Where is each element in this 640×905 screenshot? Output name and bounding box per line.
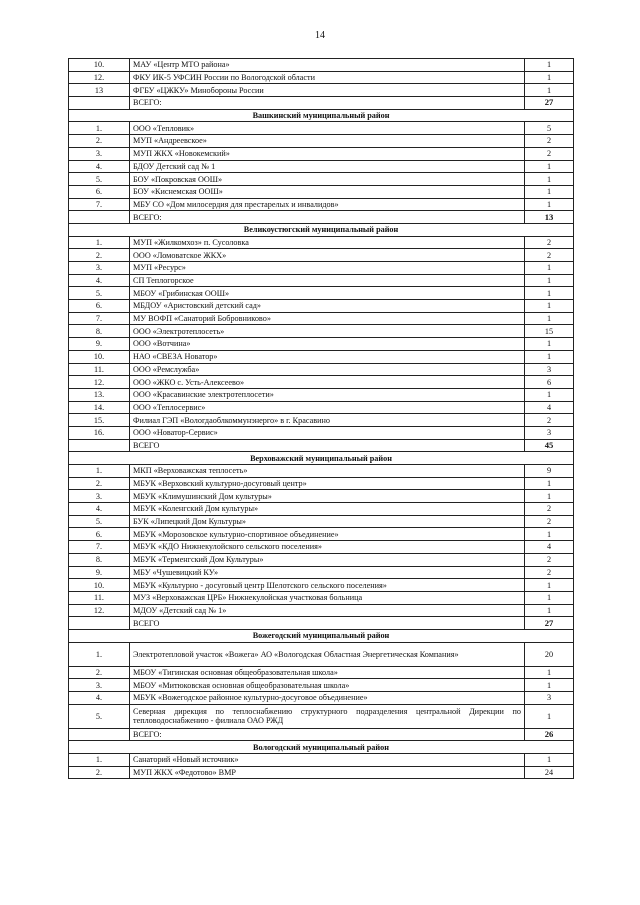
row-number: 6.: [69, 185, 130, 198]
row-number: 3.: [69, 147, 130, 160]
organization-name: МБУК «Верховский культурно-досуговый центр»: [133, 479, 307, 489]
table-row: [69, 553, 574, 566]
count-value: 3: [525, 363, 574, 376]
district-header-row: [69, 109, 574, 122]
table-row: [69, 262, 574, 275]
count-value: 1: [525, 173, 574, 186]
organization-cell: [130, 350, 525, 363]
organization-cell: [130, 591, 525, 604]
row-number: 4.: [69, 503, 130, 516]
table-row: [69, 414, 574, 427]
row-number: 12.: [69, 71, 130, 84]
row-number: 2.: [69, 766, 130, 779]
organization-name: Электротепловой участок «Вожега» АО «Вологодская Областная Энергетическая Компания»: [133, 649, 459, 659]
table-row: [69, 325, 574, 338]
table-row: [69, 704, 574, 728]
row-number: 11.: [69, 363, 130, 376]
count-value: 1: [525, 84, 574, 97]
count-value: 1: [525, 274, 574, 287]
row-number: 3.: [69, 262, 130, 275]
total-empty-cell: [69, 97, 130, 110]
organization-name: Северная дирекция по теплоснабжению структурного подразделения центральной Дирекции по тепловодоснабжению - филиала ОАО РЖД: [133, 707, 521, 726]
table-row: [69, 350, 574, 363]
organization-cell: [130, 173, 525, 186]
row-number: 11.: [69, 591, 130, 604]
organization-cell: [130, 704, 525, 728]
organization-cell: [130, 515, 525, 528]
row-number: 6.: [69, 528, 130, 541]
organization-name: БДОУ Детский сад № 1: [133, 161, 216, 171]
total-label: ВСЕГО: [130, 439, 525, 452]
table-row: [69, 173, 574, 186]
table-row: [69, 147, 574, 160]
count-value: 1: [525, 604, 574, 617]
row-number: 10.: [69, 350, 130, 363]
row-number: 13: [69, 84, 130, 97]
organization-cell: [130, 566, 525, 579]
organization-cell: [130, 604, 525, 617]
table-row: [69, 579, 574, 592]
table-row: [69, 604, 574, 617]
table-row: [69, 84, 574, 97]
count-value: 1: [525, 490, 574, 503]
organization-cell: [130, 579, 525, 592]
table-row: [69, 287, 574, 300]
total-value: 27: [525, 97, 574, 110]
organization-name: Филиал ГЭП «Вологдаоблкоммунэнерго» в г. Красавино: [133, 415, 330, 425]
table-row: [69, 401, 574, 414]
count-value: 3: [525, 426, 574, 439]
organization-name: МУП «Жилкомхоз» п. Сусоловка: [133, 237, 249, 247]
organization-cell: [130, 236, 525, 249]
total-value: 45: [525, 439, 574, 452]
organization-cell: [130, 59, 525, 72]
organization-name: МБУК «Терменгский Дом Культуры»: [133, 555, 264, 565]
row-number: 7.: [69, 312, 130, 325]
organization-name: ООО «Ремслужба»: [133, 364, 200, 374]
organization-cell: [130, 147, 525, 160]
table-row: [69, 274, 574, 287]
count-value: 1: [525, 287, 574, 300]
table-row: [69, 503, 574, 516]
count-value: 15: [525, 325, 574, 338]
organization-name: ФКУ ИК-5 УФСИН России по Вологодской области: [133, 73, 315, 83]
table-row: [69, 426, 574, 439]
row-number: 3.: [69, 679, 130, 692]
organization-cell: [130, 287, 525, 300]
district-header-row: [69, 741, 574, 754]
organization-name: ООО «Электротеплосеть»: [133, 326, 225, 336]
organization-name: МБДОУ «Аристовский детский сад»: [133, 301, 261, 311]
total-label: ВСЕГО:: [130, 97, 525, 110]
table-row: [69, 122, 574, 135]
row-number: 1.: [69, 642, 130, 666]
table-row: [69, 312, 574, 325]
count-value: 2: [525, 566, 574, 579]
table-row: [69, 528, 574, 541]
organization-name: БОУ «Киснемская ООШ»: [133, 187, 223, 197]
count-value: 2: [525, 135, 574, 148]
count-value: 1: [525, 198, 574, 211]
facilities-table-body: [69, 59, 574, 779]
row-number: 7.: [69, 198, 130, 211]
district-name: Великоустюгский муниципальный район: [69, 223, 574, 236]
row-number: 8.: [69, 325, 130, 338]
organization-cell: [130, 477, 525, 490]
count-value: 4: [525, 541, 574, 554]
organization-cell: [130, 642, 525, 666]
organization-cell: [130, 262, 525, 275]
district-name: Вологодский муниципальный район: [69, 741, 574, 754]
page-number: 14: [315, 30, 325, 41]
row-number: 1.: [69, 236, 130, 249]
table-row: [69, 338, 574, 351]
organization-name: МУП ЖКХ «Федотово» ВМР: [133, 768, 236, 778]
organization-cell: [130, 679, 525, 692]
count-value: 20: [525, 642, 574, 666]
count-value: 1: [525, 71, 574, 84]
row-number: 2.: [69, 135, 130, 148]
total-empty-cell: [69, 728, 130, 741]
district-name: Вожегодский муниципальный район: [69, 629, 574, 642]
table-row: [69, 591, 574, 604]
organization-cell: [130, 274, 525, 287]
count-value: 1: [525, 350, 574, 363]
organization-name: МУП «Ресурс»: [133, 263, 186, 273]
organization-cell: [130, 376, 525, 389]
table-row: [69, 236, 574, 249]
row-number: 1.: [69, 465, 130, 478]
district-name: Вашкинский муниципальный район: [69, 109, 574, 122]
table-row: [69, 249, 574, 262]
table-row: [69, 541, 574, 554]
total-row: [69, 439, 574, 452]
row-number: 5.: [69, 515, 130, 528]
count-value: 1: [525, 312, 574, 325]
organization-name: МБУК «КДО Нижнекулойского сельского поселения»: [133, 542, 322, 552]
row-number: 4.: [69, 160, 130, 173]
organization-name: МБУК «Коленгский Дом культуры»: [133, 504, 259, 514]
count-value: 24: [525, 766, 574, 779]
row-number: 2.: [69, 249, 130, 262]
organization-name: МБОУ «Митюковская основная общеобразовательная школа»: [133, 680, 350, 690]
total-label: ВСЕГО: [130, 617, 525, 630]
row-number: 12.: [69, 376, 130, 389]
table-row: [69, 185, 574, 198]
table-row: [69, 515, 574, 528]
district-name: Верховажский муниципальный район: [69, 452, 574, 465]
organization-cell: [130, 465, 525, 478]
table-row: [69, 477, 574, 490]
organization-name: МКП «Верховажская теплосеть»: [133, 466, 248, 476]
organization-name: МУ ВОФП «Санаторий Бобровниково»: [133, 314, 271, 324]
organization-cell: [130, 84, 525, 97]
table-row: [69, 59, 574, 72]
row-number: 2.: [69, 477, 130, 490]
count-value: 2: [525, 414, 574, 427]
organization-cell: [130, 312, 525, 325]
organization-name: ООО «Ломоватское ЖКХ»: [133, 250, 227, 260]
count-value: 1: [525, 704, 574, 728]
organization-cell: [130, 503, 525, 516]
organization-name: ООО «Теплосервис»: [133, 402, 206, 412]
organization-name: МБУ «Чушевицкий КУ»: [133, 567, 219, 577]
organization-cell: [130, 528, 525, 541]
organization-cell: [130, 160, 525, 173]
table-row: [69, 692, 574, 705]
row-number: 9.: [69, 566, 130, 579]
table-row: [69, 198, 574, 211]
organization-name: ООО «Новатор-Сервис»: [133, 428, 218, 438]
organization-name: МДОУ «Детский сад № 1»: [133, 605, 227, 615]
organization-cell: [130, 325, 525, 338]
organization-name: МУЗ «Верховажская ЦРБ» Нижнекулойская участковая больница: [133, 593, 363, 603]
total-row: [69, 728, 574, 741]
count-value: 2: [525, 249, 574, 262]
table-row: [69, 566, 574, 579]
district-header-row: [69, 223, 574, 236]
count-value: 1: [525, 262, 574, 275]
row-number: 10.: [69, 579, 130, 592]
row-number: 1.: [69, 754, 130, 767]
organization-cell: [130, 185, 525, 198]
organization-cell: [130, 692, 525, 705]
row-number: 13.: [69, 388, 130, 401]
count-value: 1: [525, 300, 574, 313]
row-number: 9.: [69, 338, 130, 351]
organization-cell: [130, 666, 525, 679]
table-row: [69, 754, 574, 767]
organization-cell: [130, 414, 525, 427]
table-row: [69, 766, 574, 779]
organization-name: СП Теплогорское: [133, 276, 194, 286]
count-value: 2: [525, 236, 574, 249]
organization-cell: [130, 766, 525, 779]
table-row: [69, 666, 574, 679]
table-row: [69, 71, 574, 84]
table-row: [69, 490, 574, 503]
count-value: 3: [525, 692, 574, 705]
count-value: 1: [525, 679, 574, 692]
count-value: 1: [525, 579, 574, 592]
organization-name: МАУ «Центр МТО района»: [133, 60, 230, 70]
count-value: 1: [525, 591, 574, 604]
table-row: [69, 376, 574, 389]
count-value: 1: [525, 754, 574, 767]
organization-cell: [130, 426, 525, 439]
row-number: 10.: [69, 59, 130, 72]
organization-name: МБУК «Морозовское культурно-спортивное объединение»: [133, 529, 339, 539]
organization-cell: [130, 300, 525, 313]
row-number: 4.: [69, 274, 130, 287]
row-number: 4.: [69, 692, 130, 705]
row-number: 5.: [69, 173, 130, 186]
count-value: 1: [525, 666, 574, 679]
count-value: 2: [525, 515, 574, 528]
organization-cell: [130, 198, 525, 211]
row-number: 3.: [69, 490, 130, 503]
organization-cell: [130, 388, 525, 401]
count-value: 1: [525, 388, 574, 401]
organization-name: ООО «Красавинские электротеплосети»: [133, 390, 274, 400]
organization-cell: [130, 754, 525, 767]
row-number: 1.: [69, 122, 130, 135]
total-label: ВСЕГО:: [130, 728, 525, 741]
row-number: 16.: [69, 426, 130, 439]
organization-cell: [130, 363, 525, 376]
total-empty-cell: [69, 617, 130, 630]
organization-cell: [130, 338, 525, 351]
row-number: 14.: [69, 401, 130, 414]
count-value: 1: [525, 185, 574, 198]
total-label: ВСЕГО:: [130, 211, 525, 224]
total-value: 27: [525, 617, 574, 630]
table-row: [69, 300, 574, 313]
table-row: [69, 465, 574, 478]
table-row: [69, 160, 574, 173]
organization-name: БОУ «Покровская ООШ»: [133, 174, 223, 184]
row-number: 7.: [69, 541, 130, 554]
table-row: [69, 642, 574, 666]
organization-cell: [130, 122, 525, 135]
table-row: [69, 679, 574, 692]
organization-cell: [130, 490, 525, 503]
organization-cell: [130, 401, 525, 414]
total-value: 26: [525, 728, 574, 741]
row-number: 2.: [69, 666, 130, 679]
count-value: 2: [525, 503, 574, 516]
organization-name: НАО «СВЕЗА Новатор»: [133, 352, 218, 362]
organization-name: МБУК «Вожегодское районное культурно-досуговое объединение»: [133, 693, 368, 703]
district-header-row: [69, 629, 574, 642]
organization-name: ООО «Вотчина»: [133, 339, 191, 349]
total-empty-cell: [69, 439, 130, 452]
count-value: 1: [525, 59, 574, 72]
organization-name: МБОУ «Тигинская основная общеобразовательная школа»: [133, 667, 338, 677]
organization-name: МБОУ «Грибинская ООШ»: [133, 288, 230, 298]
row-number: 5.: [69, 287, 130, 300]
count-value: 1: [525, 338, 574, 351]
organization-cell: [130, 135, 525, 148]
table-row: [69, 388, 574, 401]
organization-cell: [130, 71, 525, 84]
organization-name: МУП ЖКХ «Новокемский»: [133, 149, 230, 159]
facilities-table: [68, 58, 574, 779]
total-row: [69, 617, 574, 630]
row-number: 15.: [69, 414, 130, 427]
organization-name: ООО «ЖКО с. Усть-Алексеево»: [133, 377, 245, 387]
total-row: [69, 97, 574, 110]
district-header-row: [69, 452, 574, 465]
total-row: [69, 211, 574, 224]
row-number: 5.: [69, 704, 130, 728]
total-empty-cell: [69, 211, 130, 224]
count-value: 9: [525, 465, 574, 478]
organization-name: ФГБУ «ЦЖКУ» Минобороны России: [133, 85, 264, 95]
organization-name: МБУК «Культурно - досуговый центр Шелотского сельского поселения»: [133, 580, 387, 590]
organization-name: МУП «Андреевское»: [133, 136, 207, 146]
table-row: [69, 363, 574, 376]
organization-cell: [130, 541, 525, 554]
organization-name: ООО «Тепловик»: [133, 123, 195, 133]
organization-name: БУК «Липецкий Дом Культуры»: [133, 517, 247, 527]
count-value: 2: [525, 553, 574, 566]
row-number: 8.: [69, 553, 130, 566]
total-value: 13: [525, 211, 574, 224]
count-value: 1: [525, 160, 574, 173]
count-value: 1: [525, 477, 574, 490]
organization-cell: [130, 249, 525, 262]
count-value: 2: [525, 147, 574, 160]
count-value: 5: [525, 122, 574, 135]
count-value: 1: [525, 528, 574, 541]
row-number: 12.: [69, 604, 130, 617]
row-number: 6.: [69, 300, 130, 313]
count-value: 4: [525, 401, 574, 414]
organization-name: МБУК «Климушинский Дом культуры»: [133, 491, 272, 501]
organization-name: МБУ СО «Дом милосердия для престарелых и инвалидов»: [133, 199, 339, 209]
table-row: [69, 135, 574, 148]
count-value: 6: [525, 376, 574, 389]
organization-cell: [130, 553, 525, 566]
organization-name: Санаторий «Новый источник»: [133, 755, 239, 765]
